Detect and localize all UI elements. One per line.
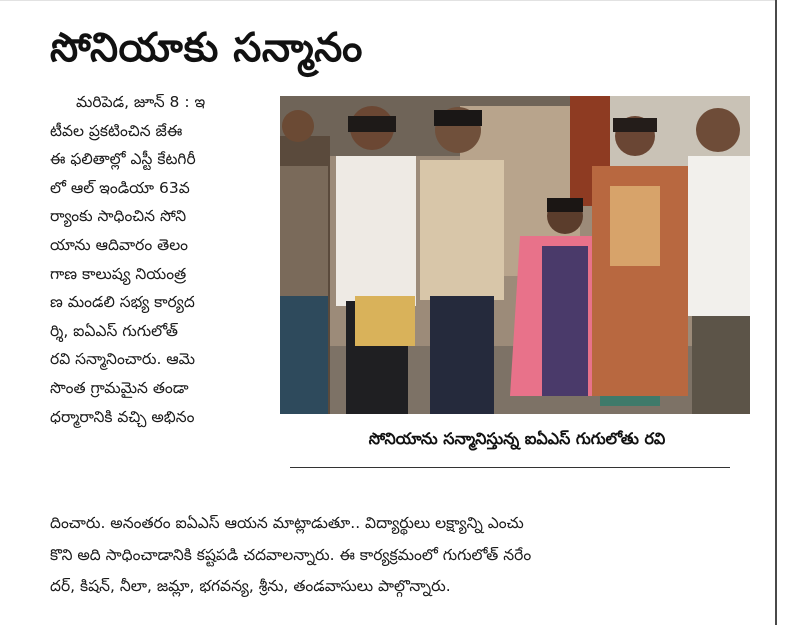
body-line: సొంత గ్రామమైన తండా — [50, 378, 189, 397]
body-line: దర్, కిషన్, నీలా, జమ్లా, భగవన్య, శ్రీను, తండవాసులు పాల్గొన్నారు. — [50, 577, 451, 595]
body-line: మరిపెడ, జూన్ 8 : ఇ — [76, 93, 206, 111]
body-line: రవి సన్మానించారు. ఆమె — [50, 350, 196, 369]
body-line: యాను ఆదివారం తెలం — [50, 235, 189, 254]
body-line: కొని అది సాధించాడానికి కష్టపడి చదవాలన్నారు. ఈ కార్యక్రమంలో గుగులోత్ నరేం — [50, 545, 532, 564]
body-line: ఈ ఫలితాల్లో ఎస్టీ కేటగిరీ — [50, 150, 196, 169]
article-headline: సోనియాకు సన్మానం — [50, 25, 363, 71]
body-line: టీవల ప్రకటించిన జేఈ — [50, 121, 183, 140]
caption-underline — [290, 467, 730, 468]
top-edge-line — [0, 0, 775, 1]
body-line: ధర్మారానికి వచ్చి అభినం — [50, 407, 195, 426]
news-photo — [280, 96, 750, 414]
body-line: గాణ కాలుష్య నియంత్ర — [50, 264, 187, 283]
article-body-wide — [50, 508, 762, 603]
body-line: లో ఆల్ ఇండియా 63వ — [50, 178, 190, 197]
body-line: దించారు. అనంతరం ఐఏఎస్ ఆయన మాట్లాడుతూ.. విద్యార్థులు లక్ష్యాన్ని ఎంచు — [50, 514, 524, 532]
column-divider-rule — [775, 0, 777, 625]
photo-caption: సోనియాను సన్మానిస్తున్న ఐఏఎస్ గుగులోతు రవి — [368, 429, 666, 448]
body-line: ర్శి, ఐఏఎస్ గుగులోత్ — [50, 321, 178, 340]
body-line: ర్యాంకు సాధించిన సోని — [50, 207, 187, 226]
article-body-column — [50, 88, 262, 431]
body-line: ణ మండలి సభ్య కార్యద — [50, 293, 195, 312]
